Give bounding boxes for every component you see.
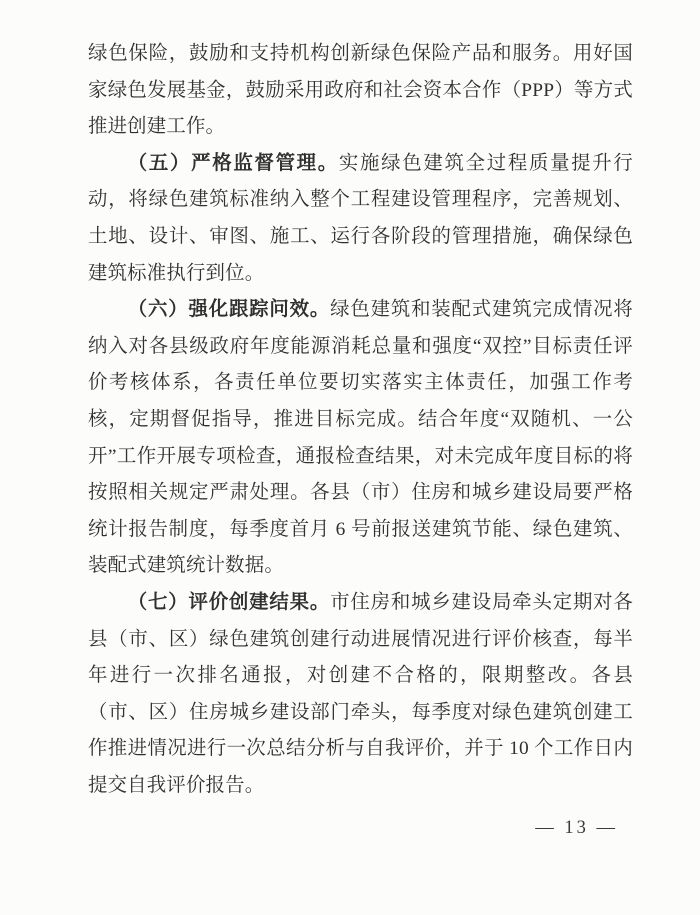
paragraph-text: 市住房和城乡建设局牵头定期对各县（市、区）绿色建筑创建行动进展情况进行评价核查，每半年进行一次排名通报，对创建不合格的，限期整改。各县（市、区）住房城乡建设部门牵头，每季度对绿色建筑创建工作推进情况进行一次总结分析与自我评价，并于 10 个工作日内提交自我评价报告。 xyxy=(88,591,634,796)
document-body xyxy=(88,36,633,804)
paragraph-section-7 xyxy=(88,585,633,805)
section-5-heading: （五）严格监督管理。 xyxy=(127,152,339,174)
page-number: — 13 — xyxy=(535,818,618,838)
paragraph-text: 实施绿色建筑全过程质量提升行动，将绿色建筑标准纳入整个工程建设管理程序，完善规划、土地、设计、审图、施工、运行各阶段的管理措施，确保绿色建筑标准执行到位。 xyxy=(88,152,633,284)
paragraph-section-5 xyxy=(88,146,633,292)
paragraph-continuation xyxy=(88,36,633,146)
paragraph-text: 绿色建筑和装配式建筑完成情况将纳入对各县级政府年度能源消耗总量和强度“双控”目标责任评价考核体系，各责任单位要切实落实主体责任，加强工作考核，定期督促指导，推进目标完成。结合年度“双随机、一公开”工作开展专项检查，通报检查结果，对未完成年度目标的将按照相关规定严肃处理。各县（市）住房和城乡建设局要严格统计报告制度，每季度首月 6 号前报送建筑节能、绿色建筑、装配式建筑统计数据。 xyxy=(88,299,634,577)
paragraph-text: 绿色保险，鼓励和支持机构创新绿色保险产品和服务。用好国家绿色发展基金，鼓励采用政府和社会资本合作（PPP）等方式推进创建工作。 xyxy=(88,43,633,138)
paragraph-section-6 xyxy=(88,292,633,585)
section-7-heading: （七）评价创建结果。 xyxy=(127,591,331,613)
section-6-heading: （六）强化跟踪问效。 xyxy=(127,299,331,321)
